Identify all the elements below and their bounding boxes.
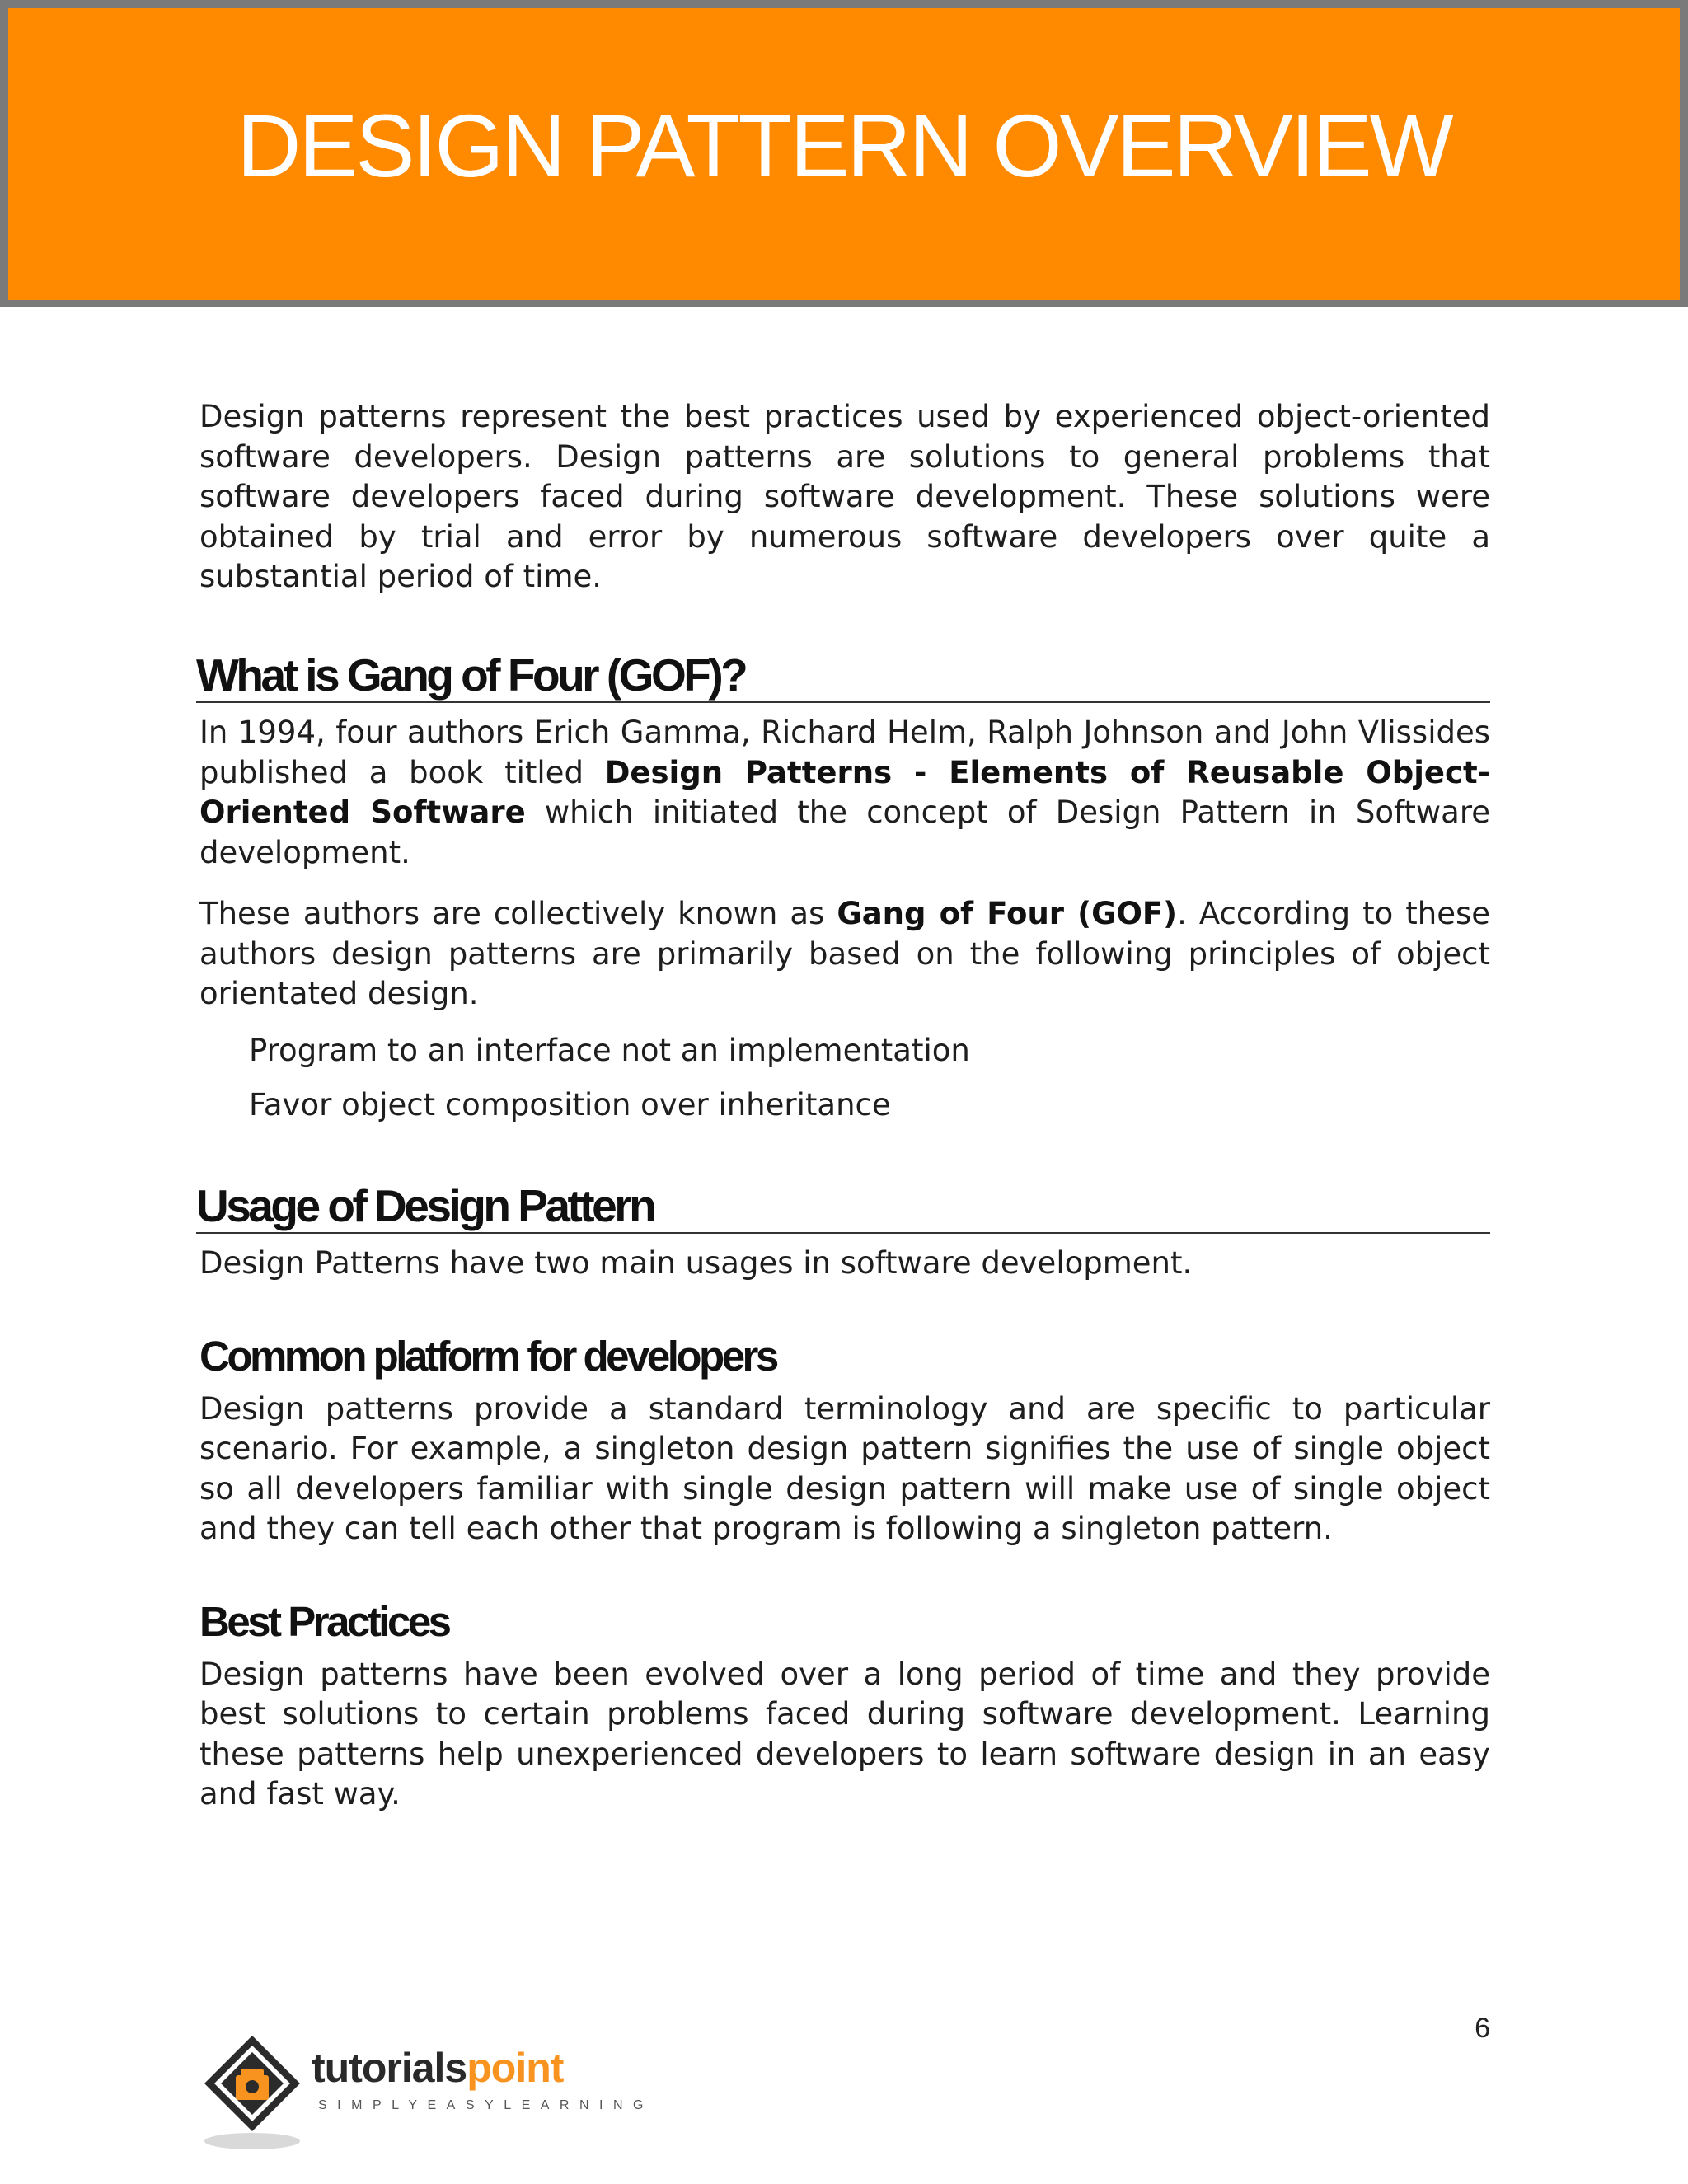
principles-list: [199, 1031, 1490, 1125]
common-platform-paragraph: Design patterns provide a standard terminology and are specific to particular scenario. For example, a singleton design pattern signifies the use of single object so all developers familiar with single design pattern will make use of single object and they can tell each other that program is following a singleton pattern.: [199, 1390, 1490, 1547]
best-practices-paragraph: Design patterns have been evolved over a long period of time and they provide best solutions to certain problems faced during software development. Learning these patterns help unexperienced developers to learn software design in an easy and fast way.: [199, 1656, 1490, 1812]
usage-heading-rule: [196, 1181, 1490, 1235]
list-item: Program to an interface not an implementation: [249, 1032, 970, 1068]
title-banner: [0, 0, 1688, 307]
gof-heading-rule: [196, 650, 1490, 704]
document-body: [196, 397, 1491, 1815]
tutorialspoint-logo: [198, 2029, 654, 2153]
gof-paragraph-1: [199, 713, 1490, 873]
common-platform-heading: Common platform for developers: [199, 1332, 776, 1380]
gof-p2-text-end: . According to these authors design patterns are primarily based on the following principles of object orientated design.: [199, 896, 1491, 1011]
usage-heading: Usage of Design Pattern: [196, 1179, 654, 1231]
usage-paragraph: Design Patterns have two main usages in software development.: [199, 1245, 1193, 1281]
gof-heading: What is Gang of Four (GOF)?: [196, 649, 746, 701]
logo-word-point: point: [467, 2045, 564, 2091]
gof-p1-text-start: In 1994, four authors Erich Gamma, Richard Helm, Ralph Johnson and John Vlissides published a book titled: [199, 715, 1490, 790]
page-title: DESIGN PATTERN OVERVIEW: [237, 95, 1451, 195]
logo-wordmark: [312, 2044, 563, 2092]
best-practices-heading: Best Practices: [199, 1597, 449, 1645]
gof-term: Gang of Four (GOF): [837, 896, 1178, 931]
book-title: Design Patterns - Elements of Reusable Object-Oriented Software: [199, 754, 1490, 830]
list-item: Favor object composition over inheritance: [249, 1086, 891, 1122]
gof-paragraph-2: [199, 894, 1490, 1015]
gof-p2-text-start: These authors are collectively known as: [199, 896, 837, 931]
logo-tagline: SIMPLYEASYLEARNING: [318, 2098, 654, 2112]
intro-paragraph: Design patterns represent the best practices used by experienced object-oriented software developers. Design patterns are solutions to general problems that software developers faced during software development. These solutions were obtained by trial and error by numerous software developers over quite a substantial period of time.: [199, 399, 1490, 594]
page-number: 6: [1475, 2013, 1490, 2044]
logo-word-tutorials: tutorials: [312, 2045, 467, 2091]
gof-p1-text-end: which initiated the concept of Design Pattern in Software development.: [199, 794, 1490, 870]
logo-diamond-icon: [198, 2029, 313, 2153]
